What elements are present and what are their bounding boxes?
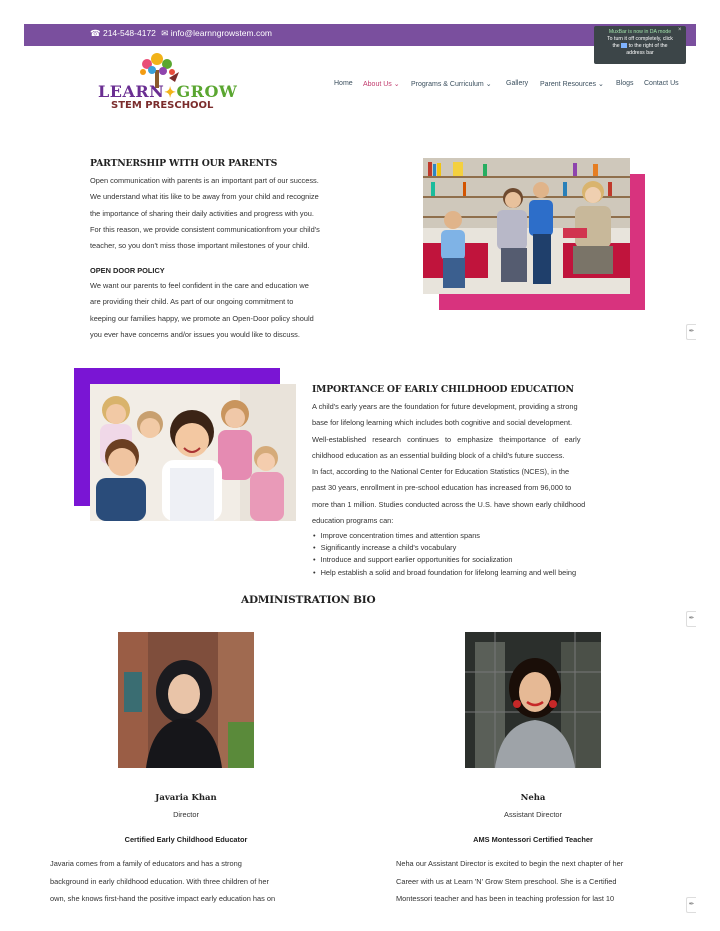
text-line: Career with us at Learn 'N' Grow Stem preschool. She is a Certified — [396, 876, 617, 886]
extension-icon — [621, 43, 627, 48]
logo-subtitle: STEM PRESCHOOL — [111, 100, 214, 111]
nav-contact-us[interactable]: Contact Us — [644, 80, 679, 87]
open-door-title: OPEN DOOR POLICY — [90, 266, 165, 275]
side-edit-icon[interactable]: ✒ — [686, 897, 696, 913]
side-edit-icon[interactable]: ✒ — [686, 611, 696, 627]
text-line: past 30 years, enrollment in pre-school education has increased from 96,000 to — [312, 483, 572, 493]
contact-info — [90, 28, 272, 39]
list-item: • Introduce and support earlier opportunities for socialization — [313, 554, 576, 566]
close-icon[interactable]: × — [678, 27, 682, 33]
text-line: Open communication with parents is an important part of our success. — [90, 176, 319, 185]
admin-title: ADMINISTRATION BIO — [241, 594, 376, 606]
text-line: Well-established research continues to emphasize theimportance of early — [312, 434, 581, 444]
text-line: are providing their child. As part of our ongoing commitment to — [90, 297, 294, 307]
email-link[interactable]: info@learnngrowstem.com — [170, 28, 273, 38]
person-role: Director — [173, 810, 199, 819]
text-line: base for lifelong learning which includes both cognitive and social development. — [312, 418, 573, 428]
nav-blogs[interactable]: Blogs — [616, 80, 634, 87]
text-line: Neha our Assistant Director is excited to begin the next chapter of her — [396, 859, 624, 868]
partnership-text — [90, 173, 390, 254]
importance-title: IMPORTANCE OF EARLY CHILDHOOD EDUCATION — [312, 384, 574, 395]
logo-word-grow: GROW — [176, 82, 238, 101]
text-line: the importance of sharing their daily activities and progress with you. — [90, 208, 314, 218]
text-line: Javaria comes from a family of educators and has a strong — [50, 859, 242, 868]
text-line: keeping our families happy, we promote an Open-Door policy should — [90, 313, 314, 323]
text-line: Montessori teacher and has been in teaching profession for last 10 — [396, 894, 615, 903]
list-item: • Significantly increase a child's vocabulary — [313, 542, 576, 554]
extension-notice — [594, 26, 686, 64]
nav-programs[interactable] — [411, 80, 492, 88]
nav-about-us[interactable] — [363, 80, 400, 88]
text-line: background in early childhood education. With three children of her — [50, 876, 269, 886]
side-edit-icon[interactable]: ✒ — [686, 324, 696, 340]
text-line: We understand what itis like to be away from your child and recognize — [90, 192, 319, 202]
neha-photo — [465, 632, 601, 768]
notice-line: To turn it off completely, click — [607, 36, 673, 42]
chevron-down-icon: ⌄ — [597, 81, 604, 88]
phone-icon: ☎ — [90, 28, 101, 38]
text-line: own, she knows first-hand the positive impact early education has on — [50, 894, 276, 903]
list-item: • Help establish a solid and broad foundation for lifelong learning and well being — [313, 567, 576, 579]
nav-label: Programs & Curriculum — [411, 81, 484, 88]
chevron-down-icon: ⌄ — [485, 81, 492, 88]
text-line: education programs can: — [312, 516, 394, 526]
person-cert: AMS Montessori Certified Teacher — [473, 835, 593, 844]
person-name: Javaria Khan — [155, 793, 217, 803]
person-role: Assistant Director — [504, 810, 562, 819]
importance-text — [312, 399, 632, 529]
person-bio — [50, 855, 350, 908]
nav-gallery[interactable]: Gallery — [506, 80, 529, 87]
text-line: In fact, according to the National Center for Education Statistics (NCES), in the — [312, 467, 570, 477]
nav-label: About Us — [363, 81, 392, 88]
library-photo — [423, 158, 630, 294]
text-line: For this reason, we provide consistent communicationfrom your child's — [90, 224, 320, 234]
notice-line: the to the right of the — [612, 43, 668, 49]
mail-icon: ✉ — [161, 28, 169, 38]
list-item: • Improve concentration times and attention spans — [313, 530, 576, 542]
text-line: childhood education as an essential building block of a child's future success. — [312, 450, 565, 460]
notice-line: address bar — [626, 50, 654, 56]
partnership-title: PARTNERSHIP WITH OUR PARENTS — [90, 158, 278, 169]
benefits-list — [313, 530, 576, 579]
text-line: you ever have concerns and/or issues you would like to discuss. — [90, 329, 300, 339]
phone-link[interactable]: 214-548-4172 — [102, 28, 156, 38]
person-name: Neha — [520, 793, 546, 803]
notice-line: MuxBar is now in DA mode — [608, 29, 672, 35]
text-line: We want our parents to feel confident in the care and education we — [90, 281, 309, 290]
javaria-photo — [118, 632, 254, 768]
person-bio — [396, 855, 696, 908]
nav-parent-resources[interactable] — [540, 80, 604, 88]
text-line: more than 1 million. Studies conducted across the U.S. have shown early childhood — [312, 499, 586, 509]
nav-label: Parent Resources — [540, 81, 597, 88]
text-line: A child's early years are the foundation for future development, providing a strong — [312, 402, 578, 411]
chevron-down-icon: ⌄ — [393, 81, 400, 88]
text-line: teacher, so you don't miss those important milestones of your child. — [90, 241, 310, 251]
logo-word-learn: LEARN — [98, 82, 165, 101]
star-icon: ✦ — [164, 85, 177, 101]
nav-home[interactable]: Home — [334, 80, 353, 87]
open-door-text — [90, 278, 390, 343]
logo-wordmark[interactable] — [98, 82, 237, 101]
person-cert: Certified Early Childhood Educator — [124, 835, 248, 844]
kids-photo — [90, 384, 296, 521]
